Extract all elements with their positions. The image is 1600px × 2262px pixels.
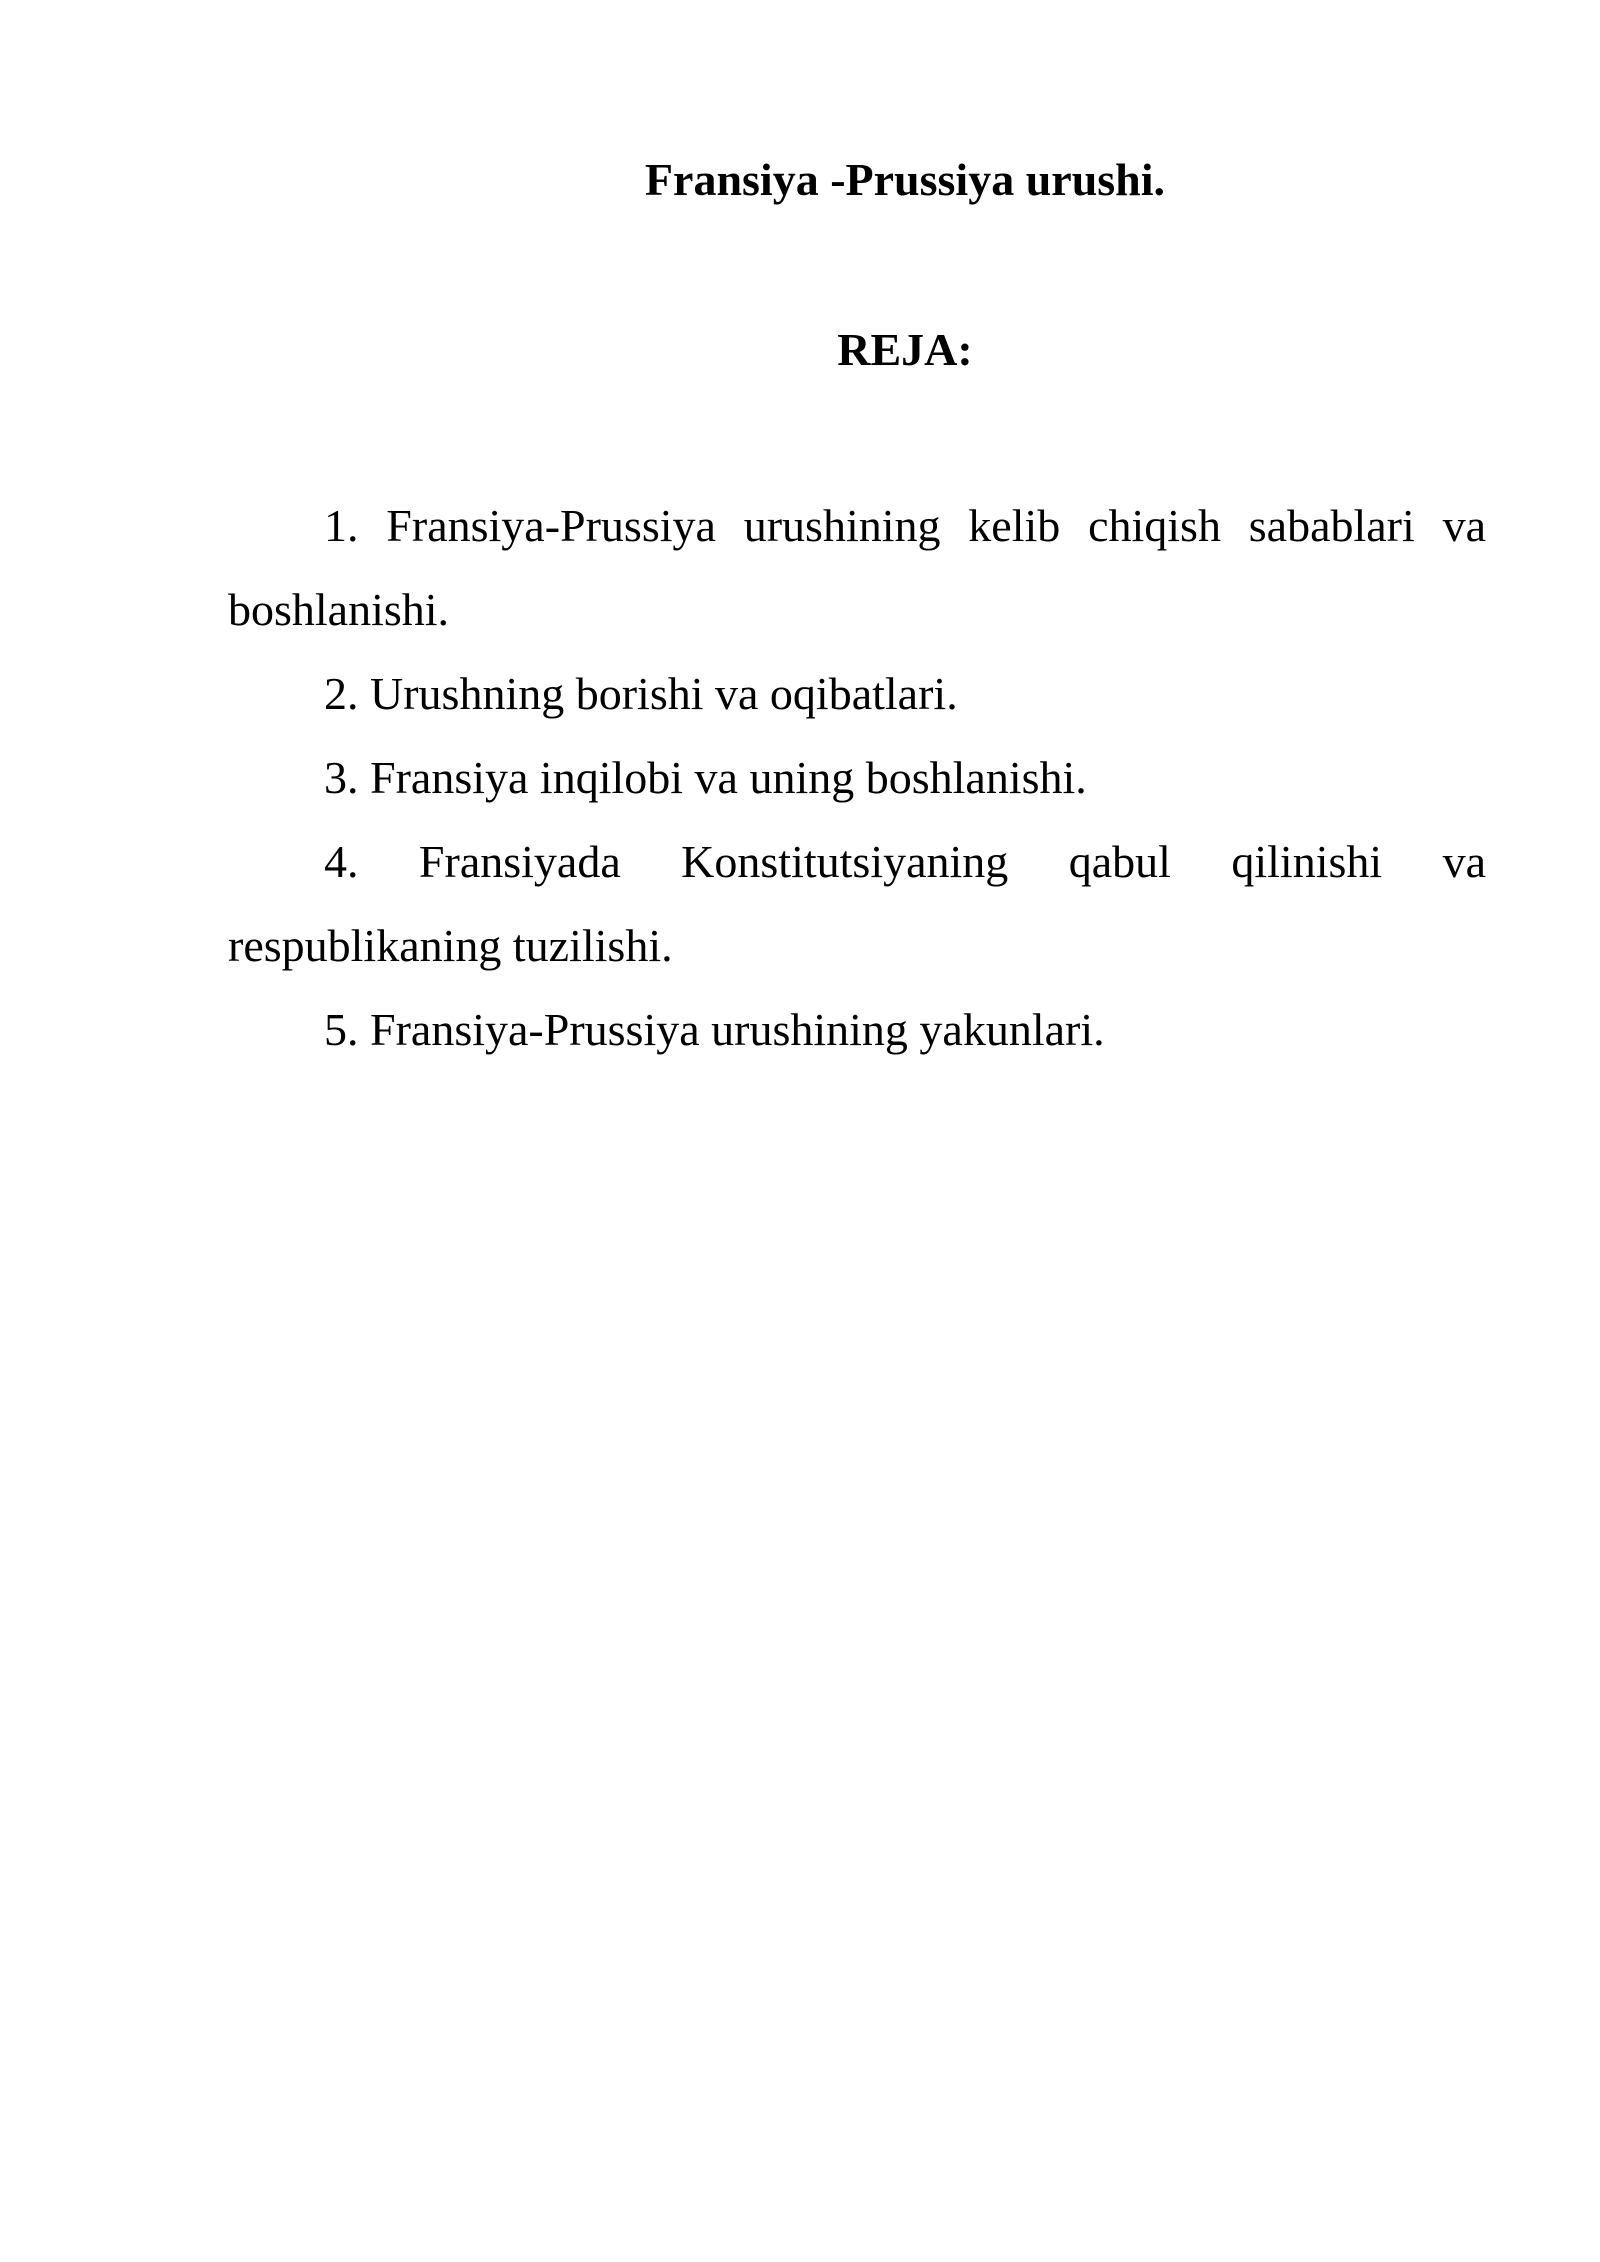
plan-item: 4. Fransiyada Konstitutsiyaning qabul qilinishi va respublikaning tuzilishi. xyxy=(228,836,1486,971)
plan-item: 1. Fransiya-Prussiya urushining kelib chiqish sabablari va boshlanishi. xyxy=(228,500,1486,635)
plan-item: 5. Fransiya-Prussiya urushining yakunlari. xyxy=(324,1004,1105,1055)
plan-item: 2. Urushning borishi va oqibatlari. xyxy=(324,668,958,719)
plan-list xyxy=(228,484,1486,1072)
document-title: Fransiya -Prussiya urushi. xyxy=(644,154,1166,205)
plan-item: 3. Fransiya inqilobi va uning boshlanishi. xyxy=(324,752,1087,803)
plan-heading: REJA: xyxy=(837,324,973,375)
